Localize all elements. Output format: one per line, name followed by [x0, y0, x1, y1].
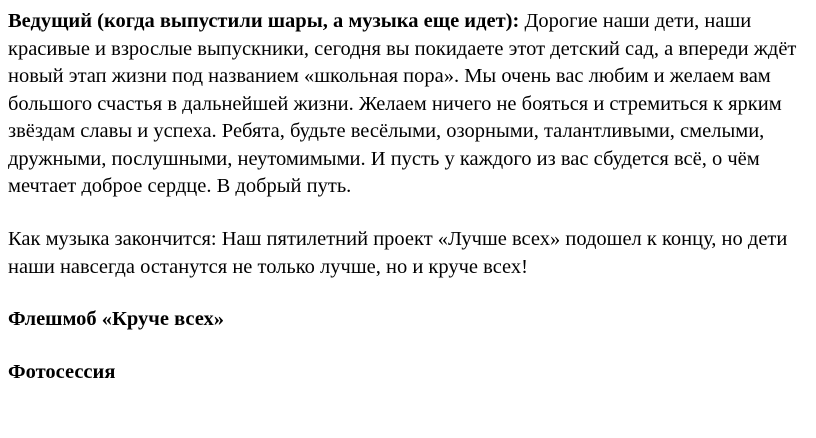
paragraph-after-music [8, 226, 802, 281]
heading-flashmob: Флешмоб «Круче всех» [8, 308, 224, 331]
paragraph-lead-label: Ведущий (когда выпустили шары, а музыка еще идет): [8, 10, 520, 32]
heading-photosession: Фотосессия [8, 360, 116, 383]
paragraph-body-text: Дорогие наши дети, наши красивые и взрослые выпускники, сегодня вы покидаете этот детский сад, а впереди ждёт новый этап жизни под названием «школьная пора». Мы очень вас любим и желаем вам большого счастья в дальнейшей жизни. Желаем ничего не бояться и стремиться к ярким звёздам славы и успеха. Ребята, будьте весёлыми, озорными, талантливыми, смелыми, дружными, послушными, неутомимыми. И пусть у каждого из вас сбудется всё, о чём мечтает доброе сердце. В добрый путь. [8, 10, 797, 198]
paragraph-body-text: Как музыка закончится: Наш пятилетний проект «Лучше всех» подошел к концу, но дети наши навсегда останутся не только лучше, но и круче всех! [8, 227, 788, 278]
paragraph-host-speech [8, 8, 802, 201]
